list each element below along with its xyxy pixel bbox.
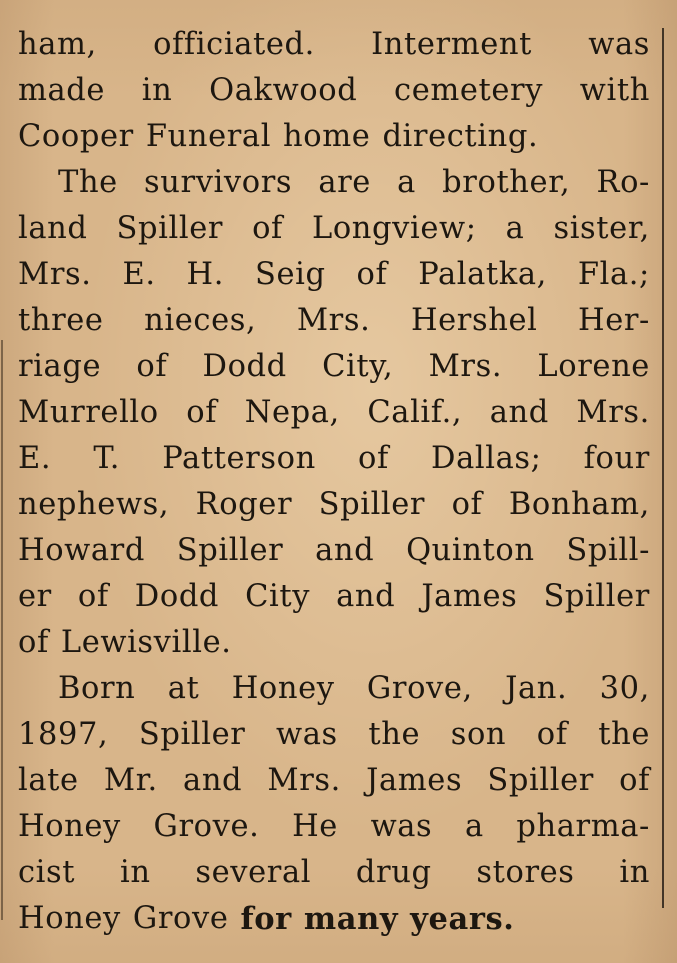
word: 30, <box>599 671 650 706</box>
text-line <box>18 436 650 482</box>
word: T. <box>93 441 121 476</box>
word: in <box>141 73 173 108</box>
word: of <box>77 579 109 614</box>
word: Ro- <box>596 165 650 200</box>
word: in <box>619 855 650 890</box>
word: Her- <box>578 303 650 338</box>
word: E. <box>122 257 156 292</box>
word: with <box>579 73 650 108</box>
word: nephews, <box>18 487 170 522</box>
word: four <box>583 441 650 476</box>
word: Born <box>58 671 136 706</box>
word: James <box>421 579 518 614</box>
word: Dodd <box>202 349 287 384</box>
word: Honey <box>231 671 335 706</box>
word: of <box>619 763 650 798</box>
word: Grove. <box>153 809 260 844</box>
word: Howard <box>18 533 145 568</box>
word: the <box>368 717 421 752</box>
word: riage <box>18 349 102 384</box>
word: er <box>18 579 52 614</box>
word: many <box>303 901 399 937</box>
word: and <box>336 579 396 614</box>
word: H. <box>186 257 225 292</box>
word: ham, <box>18 27 97 62</box>
word: and <box>315 533 375 568</box>
word: of <box>358 441 389 476</box>
word: and <box>183 763 243 798</box>
word: and <box>489 395 549 430</box>
word: late <box>18 763 79 798</box>
word: Honey <box>18 901 121 936</box>
text-line <box>18 22 650 68</box>
word: for <box>240 901 292 937</box>
text-line <box>18 344 650 390</box>
word: three <box>18 303 104 338</box>
text-line <box>18 390 650 436</box>
text-line <box>18 252 650 298</box>
word: Mrs. <box>18 257 92 292</box>
word: Honey <box>18 809 121 844</box>
text-line <box>18 758 650 804</box>
word: directing. <box>382 119 539 154</box>
text-line <box>18 206 650 252</box>
word: Roger <box>195 487 293 522</box>
word: several <box>195 855 312 890</box>
text-line <box>18 850 650 896</box>
word: cist <box>18 855 76 890</box>
word: Palatka, <box>418 257 547 292</box>
word: Cooper <box>18 119 134 154</box>
word: of <box>136 349 168 384</box>
word: son <box>450 717 507 752</box>
word: are <box>318 165 371 200</box>
word: Fla.; <box>577 257 650 292</box>
word: years. <box>410 901 515 937</box>
text-line <box>18 712 650 758</box>
word: Spiller <box>543 579 650 614</box>
word: of <box>356 257 388 292</box>
word: Longview; <box>311 211 477 246</box>
word: of <box>451 487 483 522</box>
word: Mrs. <box>267 763 341 798</box>
word: Lorene <box>537 349 650 384</box>
word: City, <box>322 349 394 384</box>
word: pharma- <box>516 809 650 844</box>
word: brother, <box>442 165 571 200</box>
word: of <box>536 717 568 752</box>
text-line <box>18 666 650 712</box>
word: Murrello <box>18 395 159 430</box>
word: Spill- <box>566 533 650 568</box>
word: in <box>119 855 151 890</box>
word: Lewisville. <box>60 625 232 660</box>
column-rule <box>662 28 664 908</box>
word: Dallas; <box>431 441 542 476</box>
text-line <box>18 482 650 528</box>
word: He <box>292 809 338 844</box>
word: Patterson <box>162 441 316 476</box>
word: the <box>598 717 650 752</box>
word: Spiller <box>138 717 246 752</box>
word: E. <box>18 441 52 476</box>
word: drug <box>355 855 432 890</box>
obituary-text-column <box>18 22 650 942</box>
word: Quinton <box>406 533 535 568</box>
word: at <box>167 671 200 706</box>
word: was <box>370 809 433 844</box>
word: land <box>18 211 88 246</box>
word: Hershel <box>410 303 538 338</box>
word: 1897, <box>18 717 109 752</box>
word: Grove, <box>366 671 473 706</box>
word: of <box>252 211 283 246</box>
word: Funeral <box>145 119 272 154</box>
word: was <box>276 717 338 752</box>
word: The <box>58 165 118 200</box>
word: City <box>245 579 311 614</box>
text-line <box>18 620 650 666</box>
word: made <box>18 73 106 108</box>
word: Interment <box>371 27 533 62</box>
text-line <box>18 574 650 620</box>
word: Grove <box>132 901 229 936</box>
word: Seig <box>254 257 326 292</box>
word: sister, <box>553 211 650 246</box>
text-line <box>18 804 650 850</box>
text-line <box>18 68 650 114</box>
word: James <box>366 763 463 798</box>
text-line <box>18 298 650 344</box>
word: Oakwood <box>209 73 358 108</box>
word: Spiller <box>116 211 224 246</box>
word: survivors <box>144 165 293 200</box>
word: nieces, <box>144 303 257 338</box>
word: Mrs. <box>576 395 650 430</box>
word: Bonham, <box>508 487 650 522</box>
word: cemetery <box>394 73 544 108</box>
word: was <box>588 27 650 62</box>
word: Mr. <box>103 763 158 798</box>
word: home <box>283 119 371 154</box>
word: a <box>397 165 416 200</box>
text-line <box>18 896 650 942</box>
text-line <box>18 114 650 160</box>
word: Dodd <box>134 579 220 614</box>
text-line <box>18 160 650 206</box>
word: Spiller <box>318 487 426 522</box>
word: Jan. <box>505 671 568 706</box>
word: a <box>464 809 484 844</box>
word: Mrs. <box>428 349 503 384</box>
word: Mrs. <box>296 303 371 338</box>
word: of <box>18 625 49 660</box>
word: of <box>186 395 218 430</box>
word: Calif., <box>367 395 463 430</box>
word: officiated. <box>153 27 315 62</box>
word: Nepa, <box>244 395 340 430</box>
word: Spiller <box>487 763 594 798</box>
word: a <box>505 211 525 246</box>
word: stores <box>476 855 575 890</box>
word: Spiller <box>176 533 284 568</box>
text-line <box>18 528 650 574</box>
clipping-left-edge <box>1 340 3 920</box>
